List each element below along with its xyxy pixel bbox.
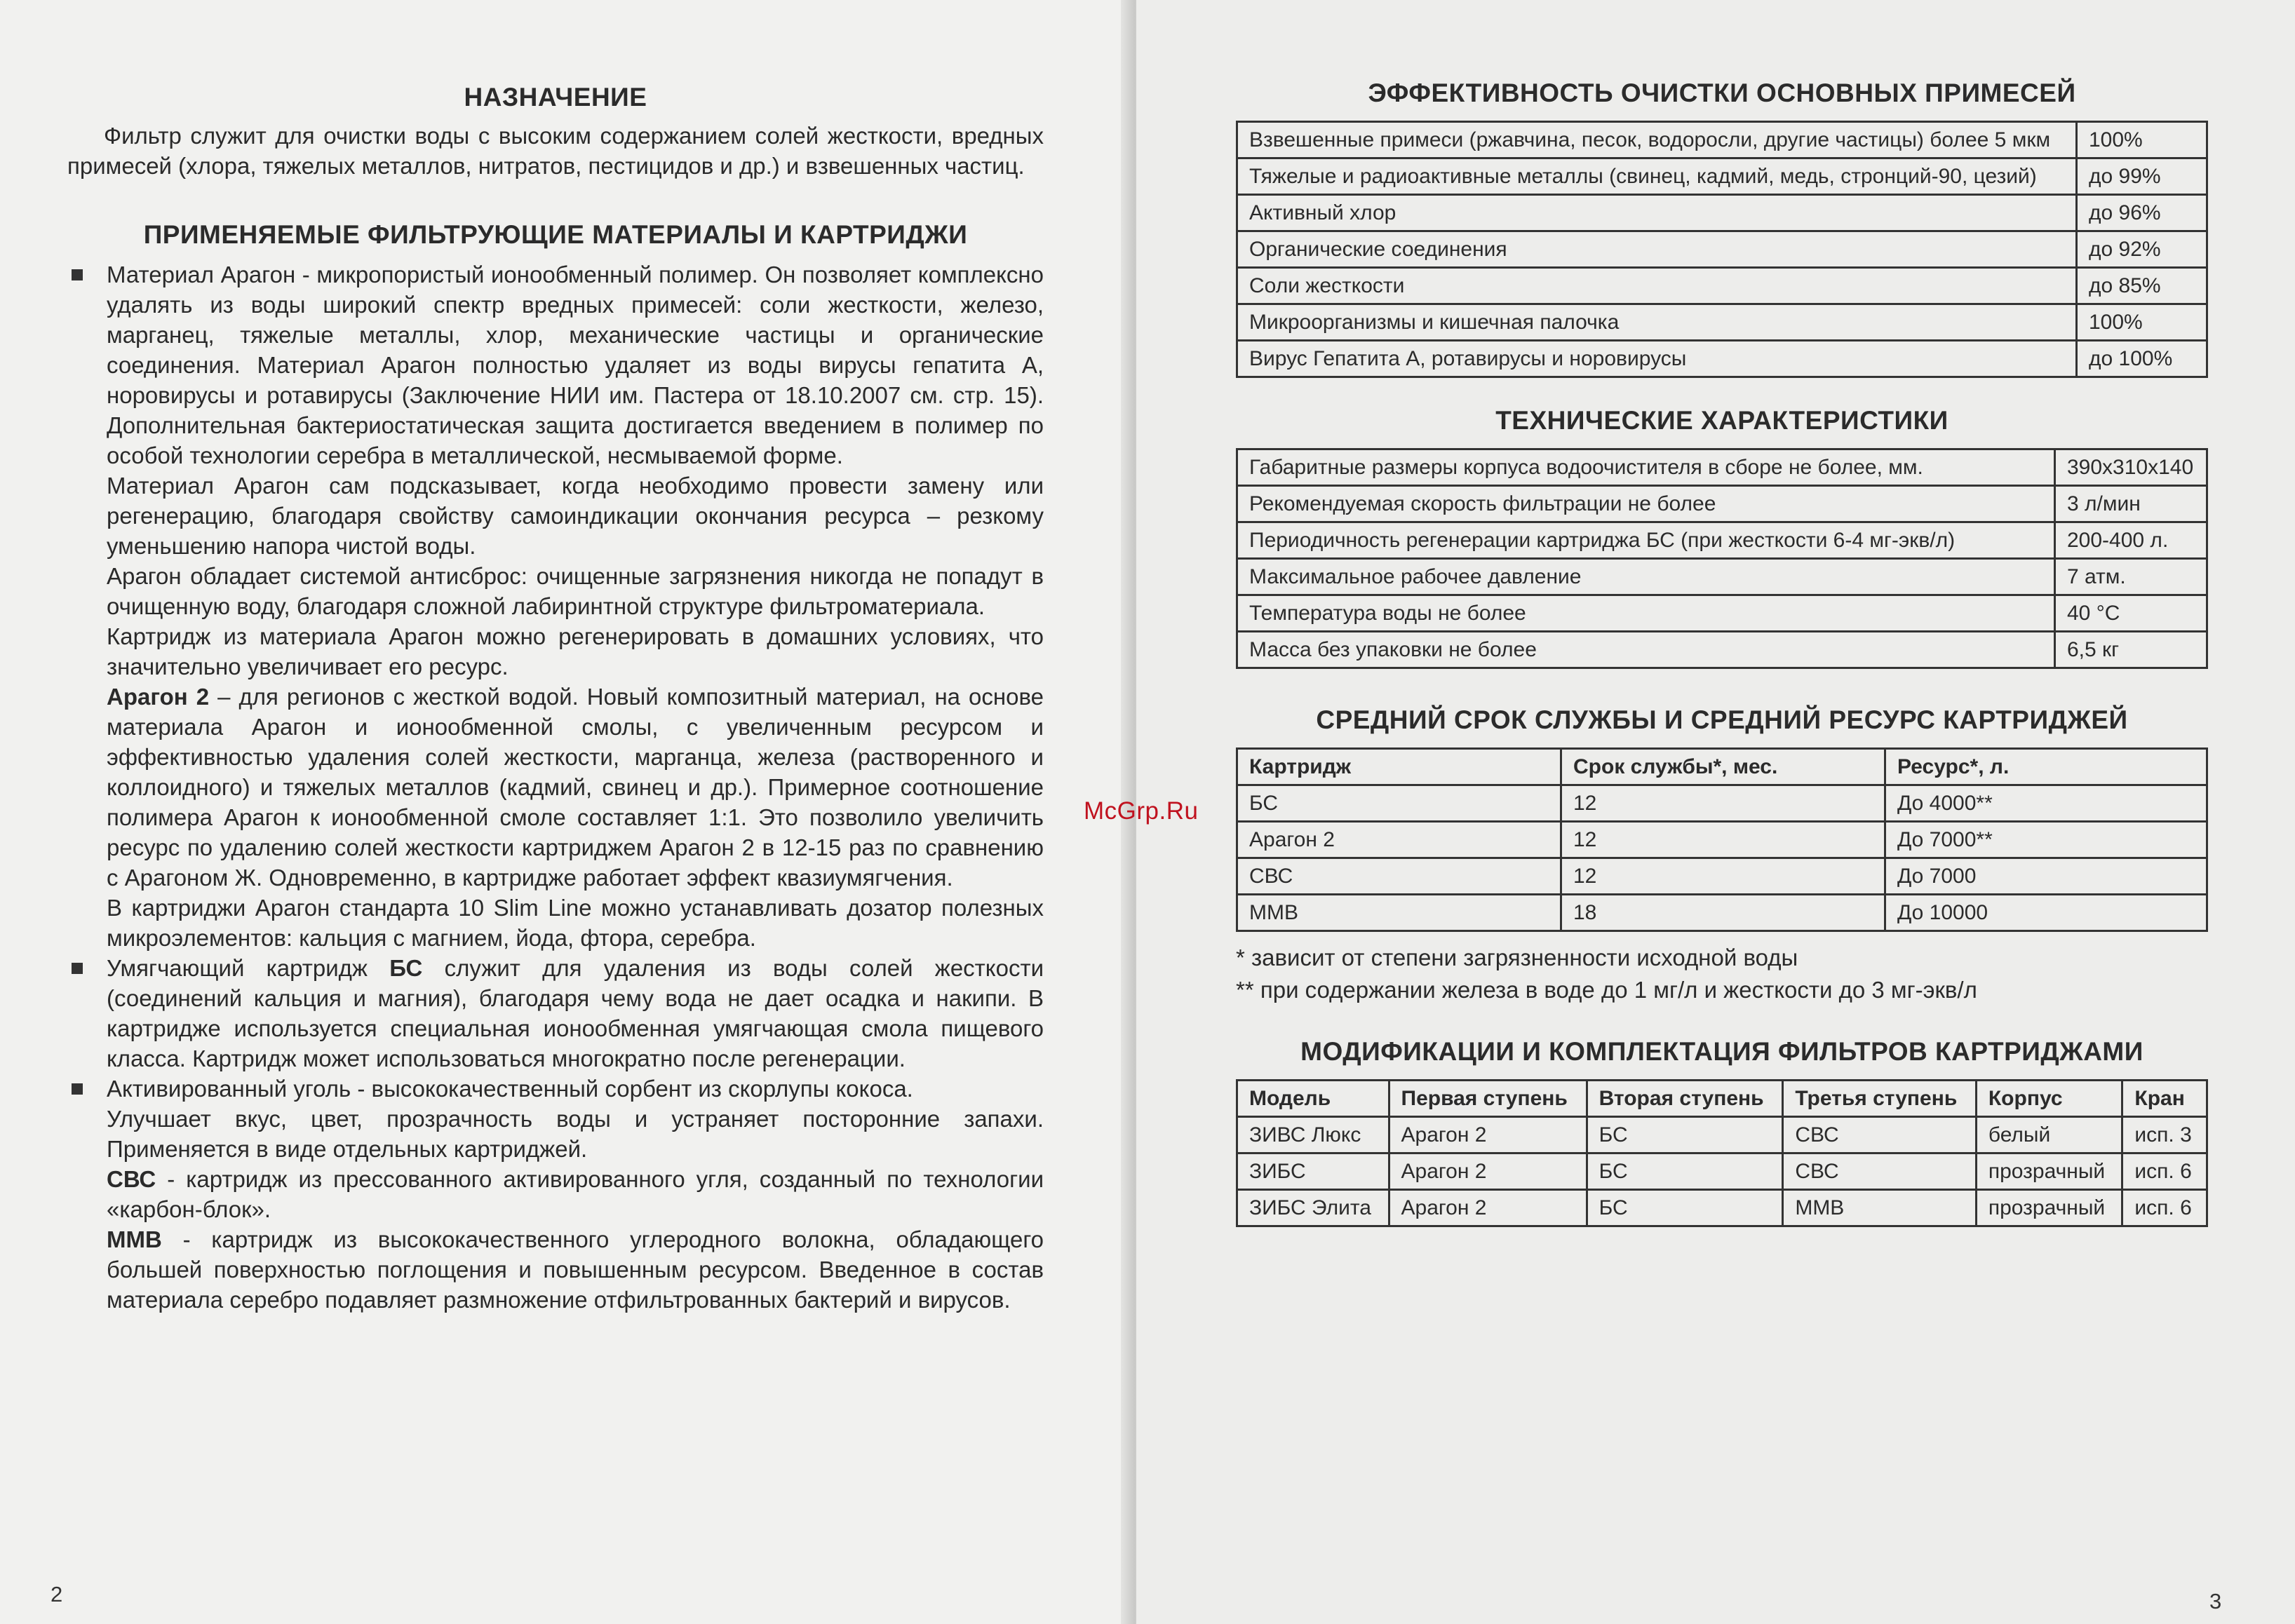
page-number-left: 2 xyxy=(51,1582,63,1606)
impurity-name: Вирус Гепатита А, ротавирусы и норовирусы xyxy=(1237,341,2077,377)
life-cell: До 7000 xyxy=(1885,858,2207,895)
efficiency-row xyxy=(1237,341,2207,377)
tech-table xyxy=(1236,448,2208,669)
efficiency-row xyxy=(1237,122,2207,158)
impurity-name: Взвешенные примеси (ржавчина, песок, водоросли, другие частицы) более 5 мкм xyxy=(1237,122,2077,158)
life-row xyxy=(1237,895,2207,931)
efficiency-row xyxy=(1237,158,2207,195)
bs-item xyxy=(67,953,1044,1074)
mmv-paragraph xyxy=(67,1224,1044,1315)
impurity-efficiency: до 99% xyxy=(2077,158,2207,195)
mod-column-header: Вторая ступень xyxy=(1587,1081,1783,1117)
efficiency-title: ЭФФЕКТИВНОСТЬ ОЧИСТКИ ОСНОВНЫХ ПРИМЕСЕЙ xyxy=(1368,79,2076,107)
right-content xyxy=(1236,79,2208,1227)
efficiency-row xyxy=(1237,304,2207,341)
bullet-icon xyxy=(72,269,83,280)
impurity-efficiency: до 92% xyxy=(2077,231,2207,268)
life-cell: До 10000 xyxy=(1885,895,2207,931)
mod-cell: ЗИВС Люкс xyxy=(1237,1117,1389,1153)
life-cell: СВС xyxy=(1237,858,1561,895)
tech-parameter: Габаритные размеры корпуса водоочистителя в сборе не более, мм. xyxy=(1237,449,2055,486)
mod-cell: БС xyxy=(1587,1153,1783,1190)
life-row xyxy=(1237,858,2207,895)
aragon-paragraph-2: Материал Арагон сам подсказывает, когда необходимо провести замену или регенерацию, благодаря свойству самоиндикации окончания ресурса – резкому уменьшению напора чистой воды. xyxy=(107,473,1044,559)
life-cell: 12 xyxy=(1561,785,1885,822)
tech-row xyxy=(1237,449,2207,486)
mod-cell: исп. 3 xyxy=(2122,1117,2207,1153)
carbon-paragraph-1: Активированный уголь - высококачественный сорбент из скорлупы кокоса. xyxy=(107,1076,913,1102)
efficiency-row xyxy=(1237,268,2207,304)
mod-cell: ЗИБС Элита xyxy=(1237,1190,1389,1226)
bs-prefix: Умягчающий картридж xyxy=(107,955,390,981)
tech-value: 3 л/мин xyxy=(2055,486,2207,522)
mod-cell: ММВ xyxy=(1783,1190,1977,1226)
mod-cell: исп. 6 xyxy=(2122,1153,2207,1190)
mod-cell: Арагон 2 xyxy=(1389,1117,1587,1153)
tech-row xyxy=(1237,632,2207,668)
life-cell: Арагон 2 xyxy=(1237,822,1561,858)
mod-row xyxy=(1237,1190,2207,1226)
aragon2-text: – для регионов с жесткой водой. Новый композитный материал, на основе материала Арагон и ионообменной смолы, с увеличенным ресурсом и эффективностью удаления солей жесткости, марганца, железа (растворенного и коллоидного) и тяжелых металлов (кадмий, свинец и др.). Примерное соотношение полимера Арагон к ионообменной смоле составляет 1:1. Это позволило увеличить ресурс по удалению солей жесткости картриджем Арагон 2 в 12-15 раз по сравнению с Арагоном Ж. Одновременно, в картридже работает эффект квазиумягчения. xyxy=(107,684,1044,891)
life-row xyxy=(1237,822,2207,858)
mod-row xyxy=(1237,1153,2207,1190)
tech-value: 7 атм. xyxy=(2055,559,2207,595)
mod-cell: Арагон 2 xyxy=(1389,1190,1587,1226)
aragon-paragraph-5: В картриджи Арагон стандарта 10 Slim Line можно устанавливать дозатор полезных микроэлементов: кальция с магнием, йода, фтора, серебра. xyxy=(107,895,1044,951)
life-cell: 12 xyxy=(1561,822,1885,858)
tech-row xyxy=(1237,595,2207,632)
bs-label: БС xyxy=(389,955,423,981)
life-cell: До 7000** xyxy=(1885,822,2207,858)
svs-text: - картридж из прессованного активированного угля, созданный по технологии «карбон-блок». xyxy=(107,1166,1044,1222)
carbon-item xyxy=(67,1074,1044,1104)
impurity-efficiency: 100% xyxy=(2077,122,2207,158)
mod-cell: прозрачный xyxy=(1976,1153,2122,1190)
left-content xyxy=(67,83,1044,1315)
impurity-name: Органические соединения xyxy=(1237,231,2077,268)
life-cell: 12 xyxy=(1561,858,1885,895)
mod-cell: исп. 6 xyxy=(2122,1190,2207,1226)
impurity-name: Микроорганизмы и кишечная палочка xyxy=(1237,304,2077,341)
mod-cell: ЗИБС xyxy=(1237,1153,1389,1190)
purpose-title: НАЗНАЧЕНИЕ xyxy=(464,83,647,111)
note-2: ** при содержании железа в воде до 1 мг/л и жесткости до 3 мг-экв/л xyxy=(1236,977,1977,1003)
impurity-name: Тяжелые и радиоактивные металлы (свинец, кадмий, медь, стронций-90, цезий) xyxy=(1237,158,2077,195)
mod-column-header: Модель xyxy=(1237,1081,1389,1117)
watermark: McGrp.Ru xyxy=(1084,797,1199,825)
bs-text: служит для удаления из воды солей жесткости (соединений кальция и магния), благодаря чему вода не дает осадка и накипи. В картридже используется специальная ионообменная умягчающая смола пищевого класса. Картридж может использоваться многократно после регенерации. xyxy=(107,955,1044,1071)
purpose-text: Фильтр служит для очистки воды с высоким содержанием солей жесткости, вредных примесей (хлора, тяжелых металлов, нитратов, пестицидов и др.) и взвешенных частиц. xyxy=(67,123,1044,179)
svs-label: СВС xyxy=(107,1166,156,1192)
impurity-efficiency: 100% xyxy=(2077,304,2207,341)
mod-cell: СВС xyxy=(1783,1153,1977,1190)
mod-cell: Арагон 2 xyxy=(1389,1153,1587,1190)
efficiency-table xyxy=(1236,121,2208,378)
mod-cell: БС xyxy=(1587,1117,1783,1153)
tech-title: ТЕХНИЧЕСКИЕ ХАРАКТЕРИСТИКИ xyxy=(1495,406,1949,435)
mod-column-header: Корпус xyxy=(1976,1081,2122,1117)
mod-cell: СВС xyxy=(1783,1117,1977,1153)
mod-column-header: Кран xyxy=(2122,1081,2207,1117)
life-row xyxy=(1237,785,2207,822)
carbon-paragraph-2: Улучшает вкус, цвет, прозрачность воды и устраняет посторонние запахи. Применяется в виде отдельных картриджей. xyxy=(107,1106,1044,1162)
life-cell: ММВ xyxy=(1237,895,1561,931)
aragon2-label: Арагон 2 xyxy=(107,684,210,710)
life-title: СРЕДНИЙ СРОК СЛУЖБЫ И СРЕДНИЙ РЕСУРС КАРТРИДЖЕЙ xyxy=(1316,705,2128,734)
tech-parameter: Температура воды не более xyxy=(1237,595,2055,632)
mmv-label: ММВ xyxy=(107,1226,162,1252)
impurity-name: Соли жесткости xyxy=(1237,268,2077,304)
tech-row xyxy=(1237,486,2207,522)
mod-table xyxy=(1236,1079,2208,1227)
materials-title: ПРИМЕНЯЕМЫЕ ФИЛЬТРУЮЩИЕ МАТЕРИАЛЫ И КАРТРИДЖИ xyxy=(143,220,968,249)
mod-row xyxy=(1237,1117,2207,1153)
tech-row xyxy=(1237,559,2207,595)
aragon-paragraph-4: Картридж из материала Арагон можно регенерировать в домашних условиях, что значительно увеличивает его ресурс. xyxy=(107,623,1044,679)
bullet-icon xyxy=(72,963,83,974)
tech-parameter: Периодичность регенерации картриджа БС (при жесткости 6-4 мг-экв/л) xyxy=(1237,522,2055,559)
life-cell: БС xyxy=(1237,785,1561,822)
aragon-paragraph-1: Материал Арагон - микропористый ионообменный полимер. Он позволяет комплексно удалять из воды широкий спектр вредных примесей: соли жесткости, железо, марганец, тяжелые металлы, хлор, механические частицы и органические соединения. Материал Арагон полностью удаляет из воды вирусы гепатита А, норовирусы и ротавирусы (Заключение НИИ им. Пастера от 18.10.2007 см. стр. 15). Дополнительная бактериостатическая защита достигается введением в полимер по особой технологии серебра в металлической, несмываемой форме. xyxy=(107,262,1044,468)
tech-value: 390x310x140 xyxy=(2055,449,2207,486)
tech-value: 6,5 кг xyxy=(2055,632,2207,668)
impurity-name: Активный хлор xyxy=(1237,195,2077,231)
tech-parameter: Масса без упаковки не более xyxy=(1237,632,2055,668)
impurity-efficiency: до 96% xyxy=(2077,195,2207,231)
life-column-header: Срок службы*, мес. xyxy=(1561,749,1885,785)
aragon2-paragraph xyxy=(67,682,1044,893)
svs-paragraph xyxy=(67,1164,1044,1224)
aragon-paragraph-3: Арагон обладает системой антисброс: очищенные загрязнения никогда не попадут в очищенную воду, благодаря сложной лабиринтной структуре фильтроматериала. xyxy=(107,563,1044,619)
life-cell: 18 xyxy=(1561,895,1885,931)
life-table xyxy=(1236,747,2208,932)
tech-parameter: Максимальное рабочее давление xyxy=(1237,559,2055,595)
tech-parameter: Рекомендуемая скорость фильтрации не более xyxy=(1237,486,2055,522)
tech-row xyxy=(1237,522,2207,559)
mod-column-header: Третья ступень xyxy=(1783,1081,1977,1117)
life-column-header: Картридж xyxy=(1237,749,1561,785)
note-1: * зависит от степени загрязненности исходной воды xyxy=(1236,945,1798,970)
left-page xyxy=(0,0,1136,1624)
mod-title: МОДИФИКАЦИИ И КОМПЛЕКТАЦИЯ ФИЛЬТРОВ КАРТРИДЖАМИ xyxy=(1300,1037,2143,1066)
mod-cell: БС xyxy=(1587,1190,1783,1226)
mod-cell: белый xyxy=(1976,1117,2122,1153)
aragon-item xyxy=(67,259,1044,471)
mod-cell: прозрачный xyxy=(1976,1190,2122,1226)
bullet-icon xyxy=(72,1083,83,1095)
efficiency-row xyxy=(1237,195,2207,231)
life-column-header: Ресурс*, л. xyxy=(1885,749,2207,785)
impurity-efficiency: до 100% xyxy=(2077,341,2207,377)
page-number-right: 3 xyxy=(2209,1589,2222,1613)
efficiency-row xyxy=(1237,231,2207,268)
tech-value: 200-400 л. xyxy=(2055,522,2207,559)
tech-value: 40 °C xyxy=(2055,595,2207,632)
life-cell: До 4000** xyxy=(1885,785,2207,822)
impurity-efficiency: до 85% xyxy=(2077,268,2207,304)
mmv-text: - картридж из высококачественного углеродного волокна, обладающего большей поверхностью поглощения и повышенным ресурсом. Введенное в состав материала серебро подавляет размножение отфильтрованных бактерий и вирусов. xyxy=(107,1226,1044,1313)
mod-column-header: Первая ступень xyxy=(1389,1081,1587,1117)
